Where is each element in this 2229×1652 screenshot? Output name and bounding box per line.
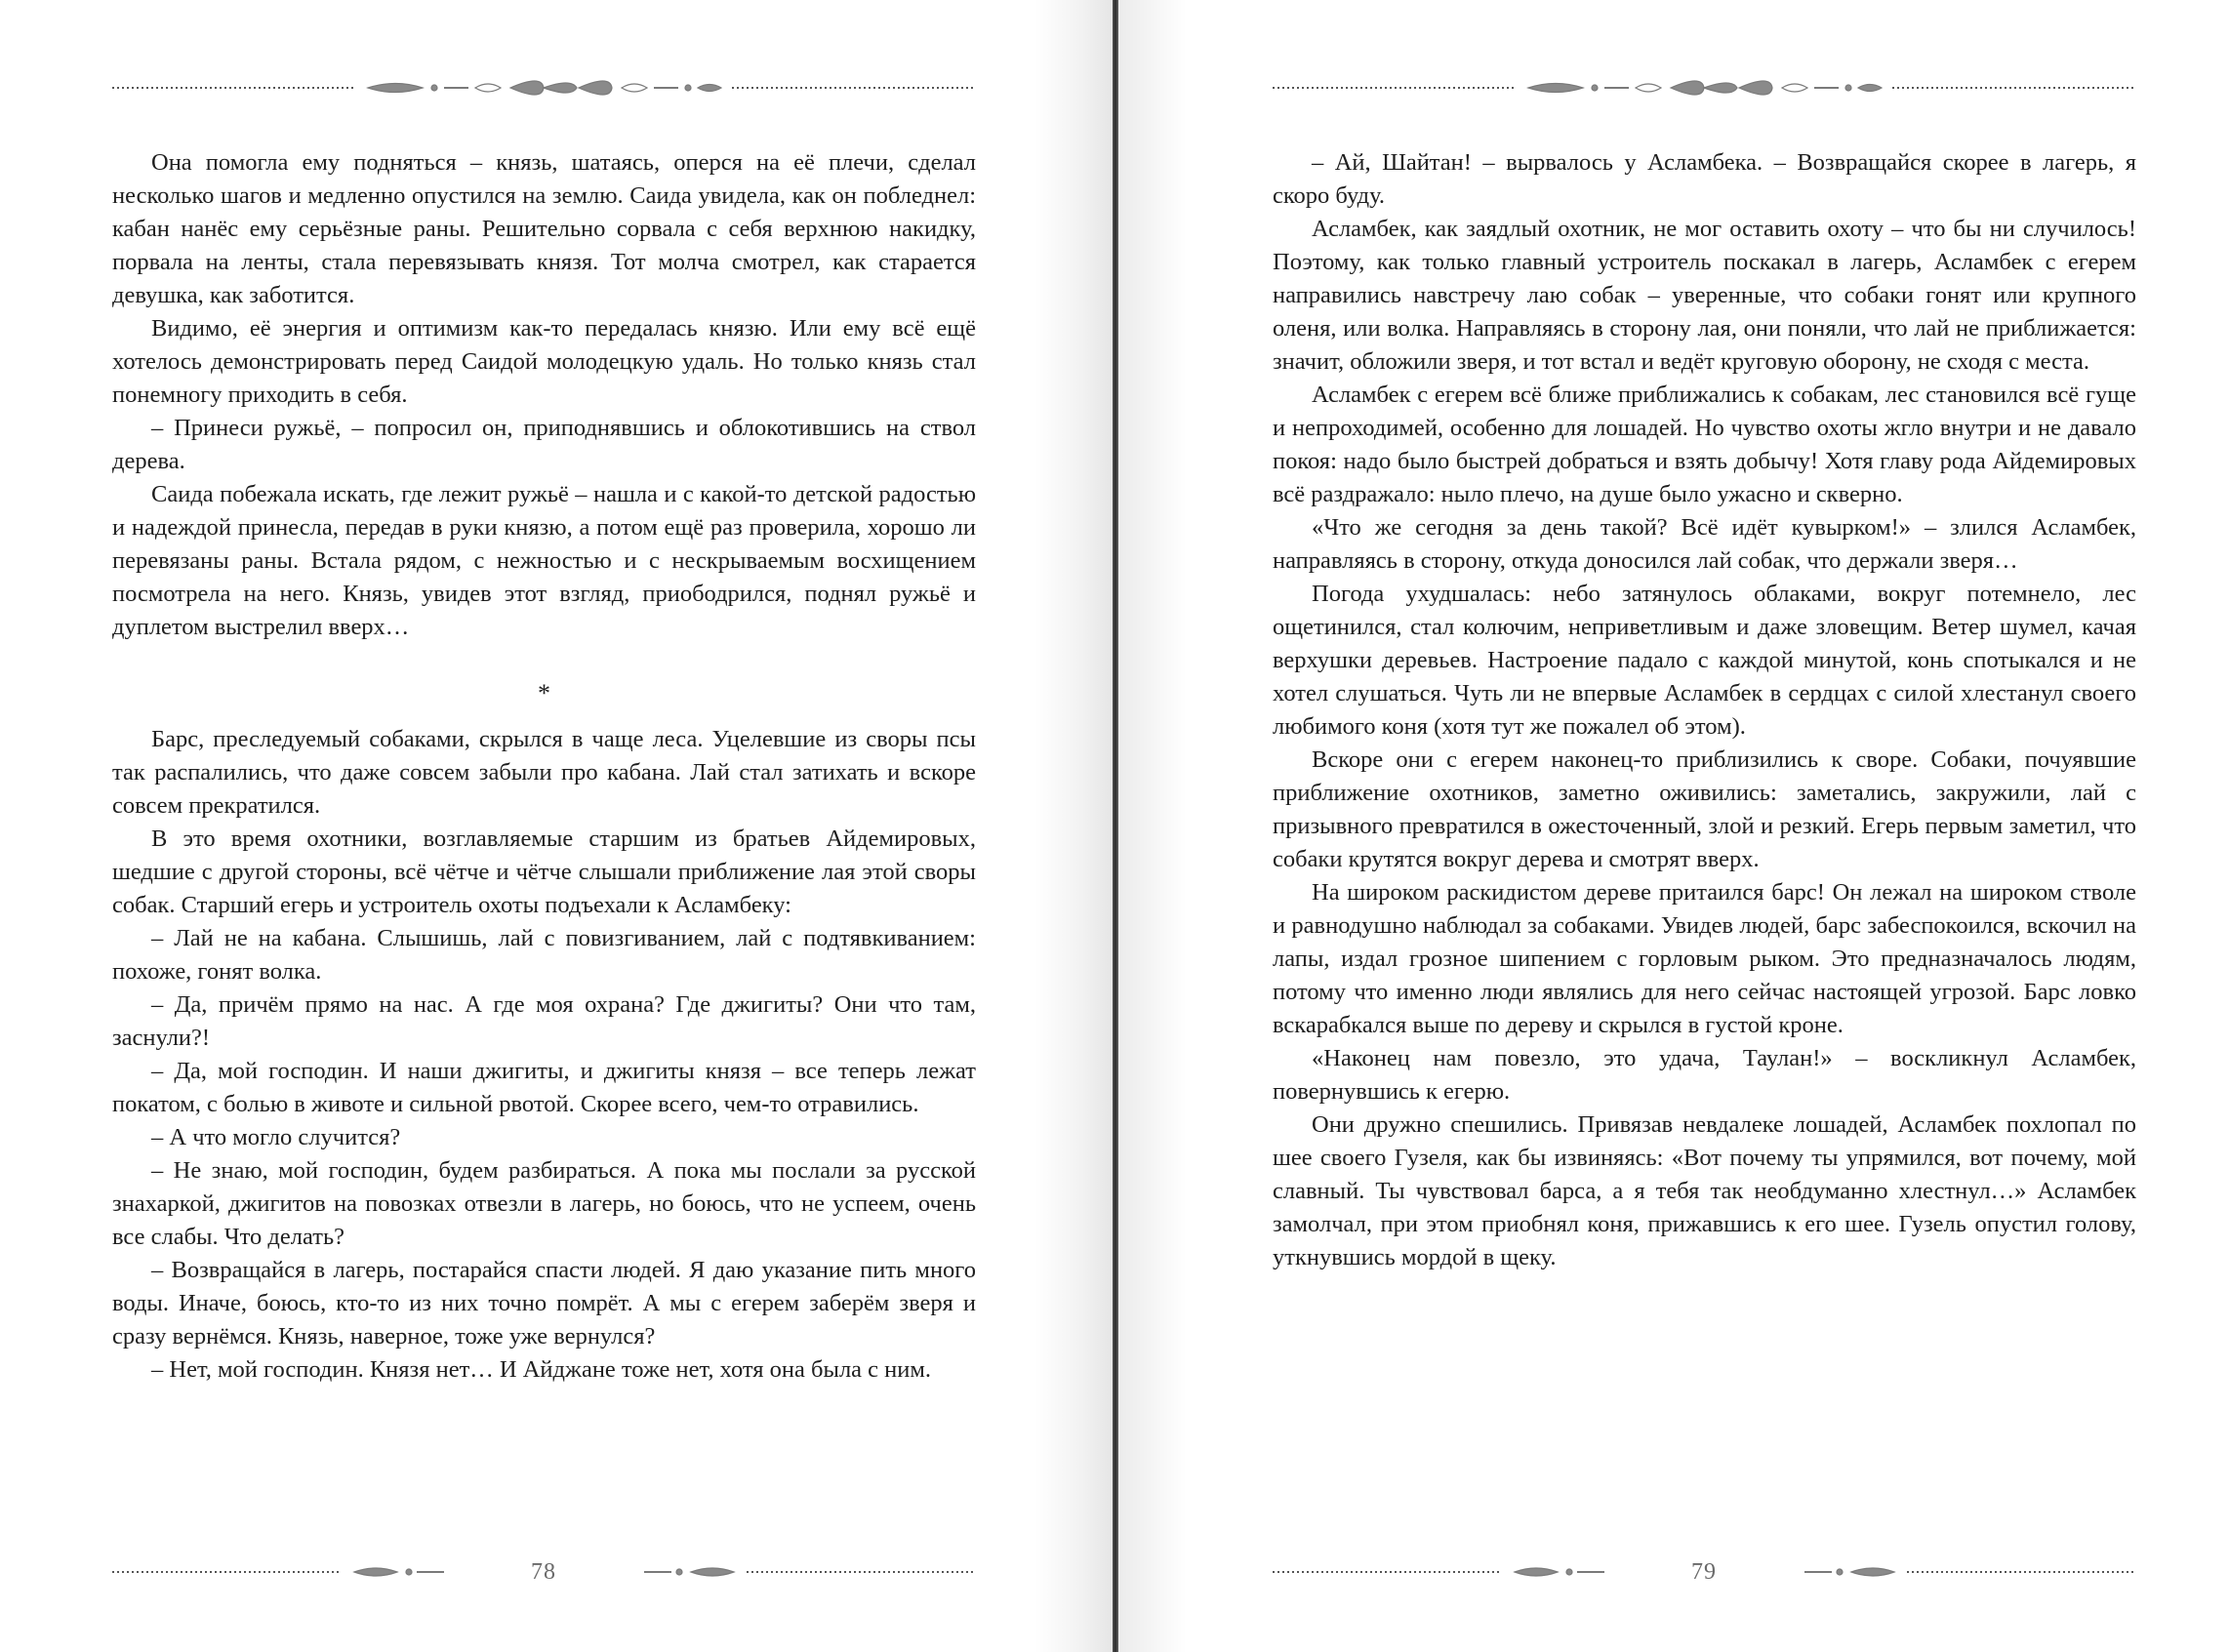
paragraph: – Да, мой господин. И наши джигиты, и джигиты князя – все теперь лежат покатом, с болью в животе и сильной рвотой. Скорее всего, чем-то отравились. xyxy=(112,1058,976,1117)
paragraph: В это время охотники, возглавляемые старшим из братьев Айдемировых, шедшие с другой стороны, всё чётче и чётче слышали приближение лая этой своры собак. Старший егерь и устроитель охоты подъехали к Асламбеку: xyxy=(112,826,976,918)
paragraph: Саида побежала искать, где лежит ружьё – нашла и с какой-то детской радостью и надеждой принесла, передав в руки князю, а потом ещё раз проверила, хорошо ли перевязаны раны. Встала рядом, с нежностью и с нескрываемым восхищением посмотрела на него. Князь, увидев этот взгляд, приободрился, поднял ружьё и дуплетом выстрелил вверх… xyxy=(112,481,976,640)
paragraph: – Возвращайся в лагерь, постарайся спасти людей. Я даю указание пить много воды. Иначе, боюсь, кто-то из них точно помрёт. А мы с егерем заберём зверя и сразу вернёмся. Князь, наверное, тоже уже вернулся? xyxy=(112,1257,976,1350)
paragraph: – Принеси ружьё, – попросил он, приподнявшись и облокотившись на ствол дерева. xyxy=(112,415,976,474)
paragraph: – Нет, мой господин. Князя нет… И Айджане тоже нет, хотя она была с ним. xyxy=(151,1356,932,1383)
paragraph: – Не знаю, мой господин, будем разбираться. А пока мы послали за русской знахаркой, джигитов на повозках отвезли в лагерь, но боюсь, что не успеем, очень все слабы. Что делать? xyxy=(112,1157,976,1250)
left-page xyxy=(0,0,1113,1652)
paragraph: Она помогла ему подняться – князь, шатаясь, оперся на её плечи, сделал несколько шагов и медленно опустился на землю. Саида увидела, как он побледнел: кабан нанёс ему серьёзные раны. Решительно сорвала с себя верхнюю накидку, порвала на ленты, стала перевязывать князя. Тот молча смотрел, как старается девушка, как заботится. xyxy=(112,149,976,308)
paragraph: Асламбек с егерем всё ближе приближались к собакам, лес становился всё гуще и непроходимей, особенно для лошадей. Но чувство охоты жгло внутри и не давало покоя: надо было быстрей добраться и взять добычу! Хотя главу рода Айдемировых всё раздражало: ныло плечо, на душе было ужасно и скверно. xyxy=(1273,382,2136,507)
header-ornament-icon xyxy=(1273,76,2136,100)
paragraph: Вскоре они с егерем наконец-то приблизились к своре. Собаки, почуявшие приближение охотников, заметно оживились: заметались, закружили, лай с призывного превратился в ожесточенный, злой и резкий. Егерь первым заметил, что собаки крутятся вокруг дерева и смотрят вверх. xyxy=(1273,746,2136,872)
left-page-text xyxy=(112,146,976,1387)
gutter-shadow xyxy=(1118,0,1187,1652)
paragraph: Асламбек, как заядлый охотник, не мог оставить охоту – что бы ни случилось! Поэтому, как только главный устроитель поскакал в лагерь, Асламбек с егерем направились навстречу лаю собак – уверенные, что собаки гонят или крупного оленя, или волка. Направляясь в сторону лая, они поняли, что лай не приближается: значит, обложили зверя, и тот встал и ведёт круговую оборону, не сходя с места. xyxy=(1273,216,2136,375)
paragraph: Барс, преследуемый собаками, скрылся в чаще леса. Уцелевшие из своры псы так распалились, что даже совсем забыли про кабана. Лай стал затихать и вскоре совсем прекратился. xyxy=(112,726,976,819)
paragraph: – Ай, Шайтан! – вырвалось у Асламбека. – Возвращайся скорее в лагерь, я скоро буду. xyxy=(1273,149,2136,209)
paragraph: На широком раскидистом дереве притаился барс! Он лежал на широком стволе и равнодушно наблюдал за собаками. Увидев людей, барс забеспокоился, вскочил на лапы, издал грозное шипением с горловым рыком. Это предназначалось людям, потому что именно люди являлись для него сейчас настоящей угрозой. Барс ловко вскарабкался выше по дереву и скрылся в густой кроне. xyxy=(1273,879,2136,1038)
paragraph: Видимо, её энергия и оптимизм как-то передалась князю. Или ему всё ещё хотелось демонстрировать перед Саидой молодецкую удаль. Но только князь стал понемногу приходить в себя. xyxy=(112,315,976,408)
right-page-text xyxy=(1273,146,2136,1274)
section-separator: * xyxy=(538,679,550,707)
paragraph: Они дружно спешились. Привязав невдалеке лошадей, Асламбек похлопал по шее своего Гузеля, как бы извиняясь: «Вот почему ты упрямился, вот почему, мой славный. Ты чувствовал барса, а я тебя так необдуманно хлестнул…» Асламбек замолчал, при этом приобнял коня, прижавшись к его шее. Гузель опустил голову, уткнувшись мордой в щеку. xyxy=(1273,1111,2136,1270)
paragraph: – Да, причём прямо на нас. А где моя охрана? Где джигиты? Они что там, заснули?! xyxy=(112,991,976,1051)
gutter-shadow xyxy=(1034,0,1113,1652)
paragraph: «Наконец нам повезло, это удача, Таулан!» – воскликнул Асламбек, повернувшись к егерю. xyxy=(1273,1045,2136,1105)
page-number: 78 xyxy=(531,1559,556,1585)
paragraph: – Лай не на кабана. Слышишь, лай с повизгиванием, лай с подтявкиванием: похоже, гонят волка. xyxy=(112,925,976,985)
header-ornament-icon xyxy=(112,76,976,100)
right-page xyxy=(1118,0,2229,1652)
paragraph: – А что могло случится? xyxy=(151,1124,401,1150)
paragraph: Погода ухудшалась: небо затянулось облаками, вокруг потемнело, лес ощетинился, стал колючим, неприветливым и даже зловещим. Ветер шумел, качая верхушки деревьев. Настроение падало с каждой минутой, конь спотыкался и не хотел слушаться. Чуть ли не впервые Асламбек в сердцах с силой хлестанул своего любимого коня (хотя тут же пожалел об этом). xyxy=(1273,581,2136,740)
page-number: 79 xyxy=(1691,1559,1717,1585)
paragraph: «Что же сегодня за день такой? Всё идёт кувырком!» – злился Асламбек, направляясь в сторону, откуда доносился лай собак, что держали зверя… xyxy=(1273,514,2136,574)
